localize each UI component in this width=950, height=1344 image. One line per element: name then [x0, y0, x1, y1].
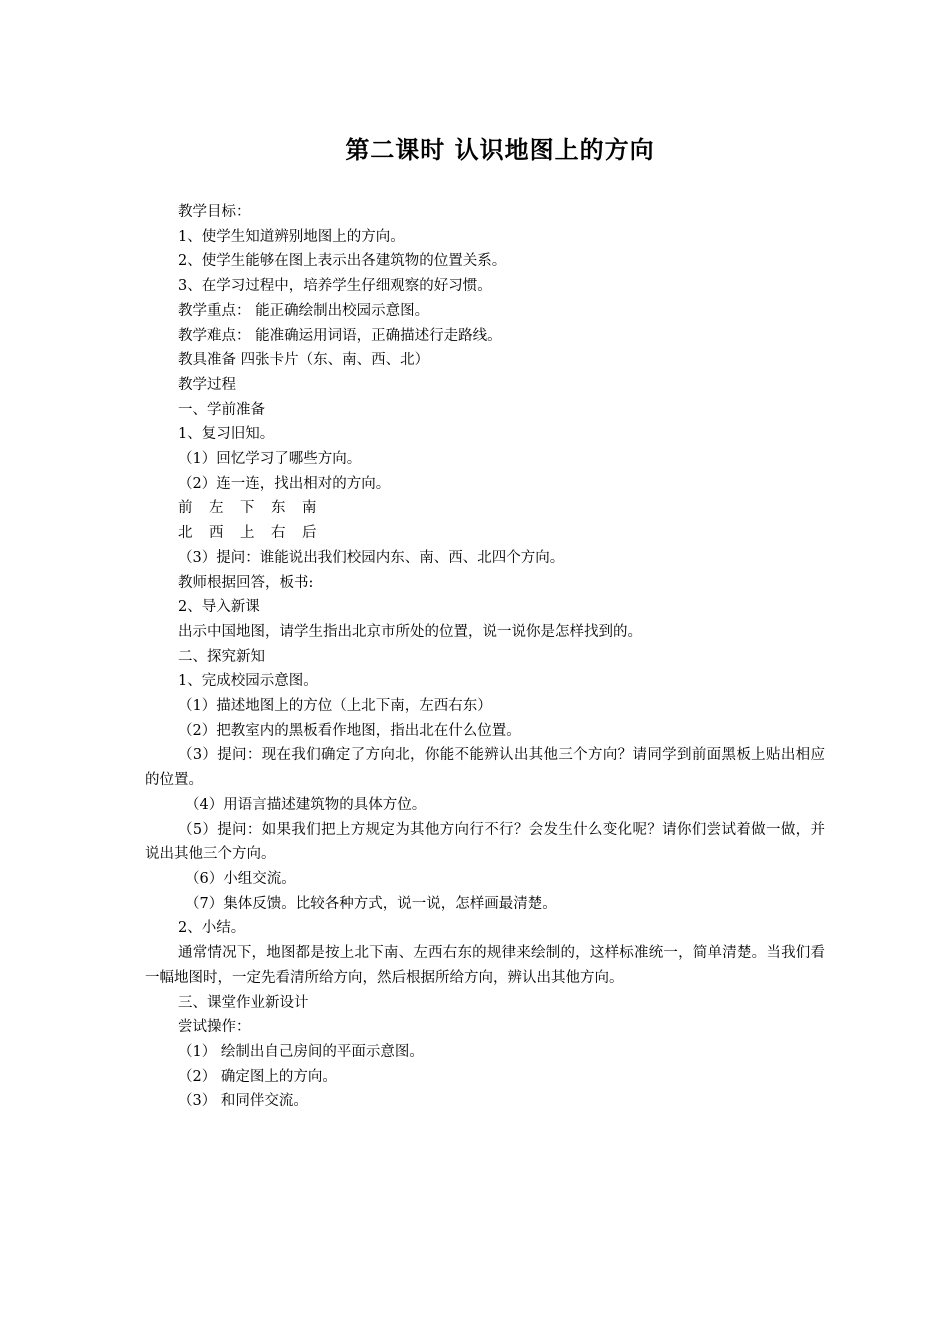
section-2-item-2: 2、小结。	[178, 920, 246, 937]
direction-word: 前	[178, 500, 193, 517]
goal-item-3: 3、在学习过程中，培养学生仔细观察的好习惯。	[178, 278, 492, 295]
section-2-item-1f: （6）小组交流。	[185, 870, 296, 887]
goal-item-1: 1、使学生知道辨别地图上的方向。	[178, 228, 405, 245]
direction-word: 南	[302, 500, 317, 517]
section-2-item-1e: （5）提问：如果我们把上方规定为其他方向行不行？会发生什么变化呢？请你们尝试着做一做，并说出其他三个方向。	[145, 821, 825, 863]
direction-row-1	[145, 496, 825, 521]
section-2-item-1d: （4）用语言描述建筑物的具体方位。	[185, 796, 427, 813]
goal-heading: 教学目标：	[178, 204, 251, 220]
direction-word: 西	[209, 525, 224, 542]
key-point: 教学重点： 能正确绘制出校园示意图。	[178, 302, 430, 319]
section-3-item-3: （3） 和同伴交流。	[178, 1093, 308, 1110]
process-heading: 教学过程	[178, 376, 236, 393]
section-1-item-1b: （2）连一连，找出相对的方向。	[178, 475, 391, 492]
direction-word: 右	[271, 525, 286, 542]
direction-word: 下	[240, 500, 255, 517]
goal-item-2: 2、使学生能够在图上表示出各建筑物的位置关系。	[178, 253, 507, 270]
section-3-try: 尝试操作：	[178, 1019, 251, 1036]
section-2-item-1a: （1）描述地图上的方位（上北下南，左西右东）	[178, 698, 492, 715]
direction-word: 东	[271, 500, 286, 517]
section-2-item-1b: （2）把教室内的黑板看作地图，指出北在什么位置。	[178, 722, 521, 739]
section-2-item-1c: （3）提问：现在我们确定了方向北，你能不能辨认出其他三个方向？请同学到前面黑板上贴出相应的位置。	[145, 747, 825, 789]
direction-word: 后	[302, 525, 317, 542]
section-2-item-1: 1、完成校园示意图。	[178, 673, 318, 690]
direction-word: 北	[178, 525, 193, 542]
section-3-item-2: （2） 确定图上的方向。	[178, 1068, 337, 1085]
teacher-note: 教师根据回答，板书:	[178, 574, 314, 591]
direction-word: 上	[240, 525, 255, 542]
direction-word: 左	[209, 500, 224, 517]
section-3-heading: 三、课堂作业新设计	[178, 994, 309, 1011]
section-2-item-1g: （7）集体反馈。比较各种方式，说一说，怎样画最清楚。	[185, 895, 557, 912]
section-2-heading: 二、探究新知	[178, 648, 265, 665]
section-2-summary: 通常情况下，地图都是按上北下南、左西右东的规律来绘制的，这样标准统一，简单清楚。当我们看一幅地图时，一定先看清所给方向，然后根据所给方向，辨认出其他方向。	[145, 945, 825, 986]
section-1-item-1: 1、复习旧知。	[178, 426, 275, 443]
section-1-item-1c: （3）提问：谁能说出我们校园内东、南、西、北四个方向。	[178, 549, 565, 566]
document-body	[145, 200, 825, 1114]
difficulty-point: 教学难点： 能准确运用词语，正确描述行走路线。	[178, 327, 502, 344]
teaching-tools: 教具准备 四张卡片（东、南、西、北）	[178, 352, 430, 369]
section-1-item-2: 2、导入新课	[178, 599, 260, 616]
section-1-item-2a: 出示中国地图，请学生指出北京市所处的位置，说一说你是怎样找到的。	[178, 623, 642, 640]
direction-row-2	[145, 521, 825, 546]
page-title: 第二课时 认识地图上的方向	[345, 136, 655, 164]
section-3-item-1: （1） 绘制出自己房间的平面示意图。	[178, 1043, 424, 1060]
section-1-item-1a: （1）回忆学习了哪些方向。	[178, 451, 362, 468]
section-1-heading: 一、学前准备	[178, 401, 265, 418]
